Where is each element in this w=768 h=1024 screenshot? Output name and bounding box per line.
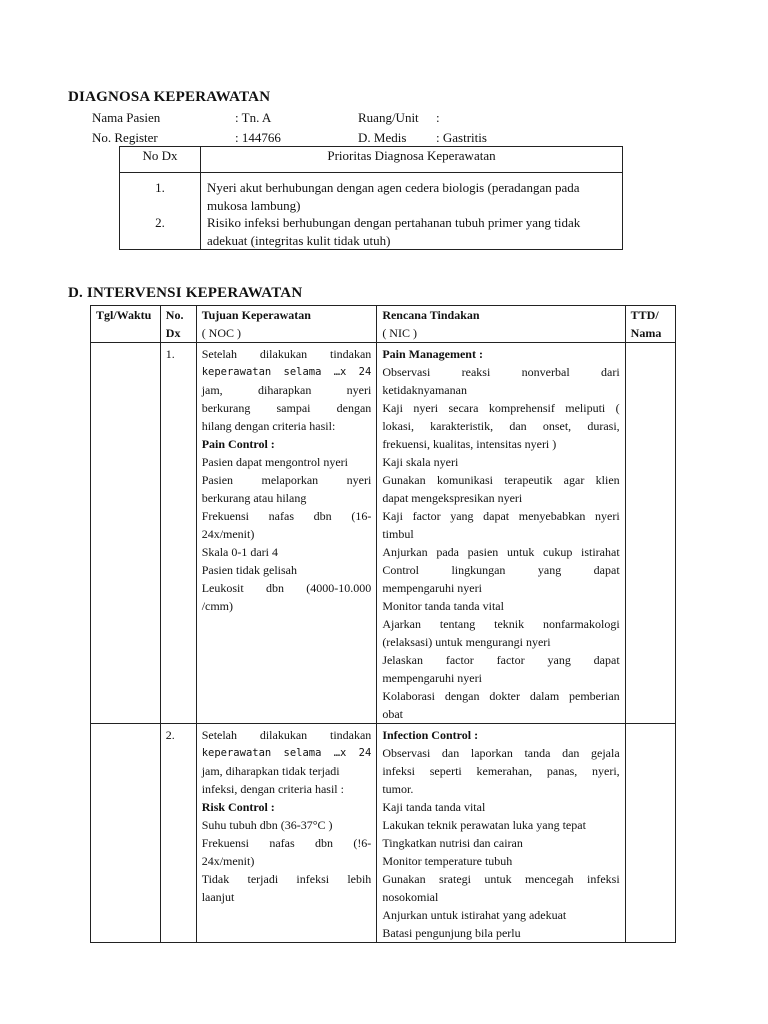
patient-name-label: Nama Pasien	[92, 110, 161, 125]
dx-number: 2.	[155, 215, 165, 230]
table-row	[91, 724, 676, 943]
medis-value: : Gastritis	[436, 130, 487, 145]
nic-title: Infection Control :	[382, 728, 479, 742]
table-row	[120, 173, 623, 250]
unit-label: Ruang/Unit	[358, 110, 419, 125]
header-tgl-waktu: Tgl/Waktu	[91, 306, 161, 343]
ttd-cell	[625, 343, 675, 724]
dx-text-cell	[201, 173, 623, 250]
no-dx-cell: 1.	[160, 343, 196, 724]
nic-cell: Pain Management : Observasi reaksi nonverbal dari ketidaknyamanan Kaji nyeri secara komprehensif meliputi ( lokasi, karakteristik, dan onset, durasi, frekuensi, kualitas, intensitas nyeri ) Kaji skala nyeri Gunakan komunikasi terapeutik agar klien dapat mengekspresikan nyeri Kaji factor yang dapat menyebabkan nyeri timbul Anjurkan pada pasien untuk cukup istirahat Control lingkungan yang dapat mempengaruhi nyeri Monitor tanda tanda vital Ajarkan tentang teknik nonfarmakologi (relaksasi) untuk mengurangi nyeri Jelaskan factor factor yang dapat mempengaruhi nyeri Kolaborasi dengan dokter dalam pemberian obat	[377, 343, 625, 724]
noc-cell: Setelah dilakukan tindakan keperawatan selama …x 24 jam, diharapkan nyeri berkurang sampai dengan hilang dengan criteria hasil: Pain Control : Pasien dapat mengontrol nyeri Pasien melaporkan nyeri berkurang atau hilang Frekuensi nafas dbn (16- 24x/menit) Skala 0-1 dari 4 Pasien tidak gelisah Leukosit dbn (4000-10.000 /cmm)	[196, 343, 377, 724]
no-dx-cell: 2.	[160, 724, 196, 943]
register-value: : 144766	[235, 130, 281, 145]
noc-title: Pain Control :	[201, 437, 275, 451]
nic-cell: Infection Control : Observasi dan laporkan tanda dan gejala infeksi seperti kemerahan, panas, nyeri, tumor. Kaji tanda tanda vital Lakukan teknik perawatan luka yang tepat Tingkatkan nutrisi dan cairan Monitor temperature tubuh Gunakan srategi untuk mencegah infeksi nosokomial Anjurkan untuk istirahat yang adekuat Batasi pengunjung bila perlu	[377, 724, 625, 943]
diagnosis-table	[119, 146, 623, 250]
dx-header-priority: Prioritas Diagnosa Keperawatan	[201, 147, 623, 173]
register-label: No. Register	[92, 130, 158, 145]
tgl-cell	[91, 343, 161, 724]
unit-value: :	[436, 110, 440, 125]
ttd-cell	[625, 724, 675, 943]
medis-label: D. Medis	[358, 130, 407, 145]
header-no-dx: No. Dx	[160, 306, 196, 343]
dx-text: Risiko infeksi berhubungan dengan pertahanan tubuh primer yang tidak adekuat (integritas kulit tidak utuh)	[207, 215, 581, 248]
tgl-cell	[91, 724, 161, 943]
noc-cell: Setelah dilakukan tindakan keperawatan selama …x 24 jam, diharapkan tidak terjadi infeksi, dengan criteria hasil : Risk Control : Suhu tubuh dbn (36-37°C ) Frekuensi nafas dbn (!6- 24x/menit) Tidak terjadi infeksi lebih laanjut	[196, 724, 377, 943]
section-d-heading: D. INTERVENSI KEPERAWATAN	[68, 285, 303, 301]
dx-header-no: No Dx	[120, 147, 201, 173]
dx-text: Nyeri akut berhubungan dengan agen cedera biologis (peradangan pada mukosa lambung)	[207, 180, 580, 213]
intervention-table	[90, 305, 676, 943]
dx-number: 1.	[155, 180, 165, 195]
patient-name-value: : Tn. A	[235, 110, 272, 125]
header-ttd: TTD/ Nama	[625, 306, 675, 343]
page-heading: DIAGNOSA KEPERAWATAN	[68, 89, 271, 105]
header-nic: Rencana Tindakan ( NIC )	[377, 306, 625, 343]
nic-title: Pain Management :	[382, 347, 483, 361]
table-row	[91, 343, 676, 724]
header-noc: Tujuan Keperawatan ( NOC )	[196, 306, 377, 343]
noc-title: Risk Control :	[201, 800, 275, 814]
dx-numbers-cell	[120, 173, 201, 250]
